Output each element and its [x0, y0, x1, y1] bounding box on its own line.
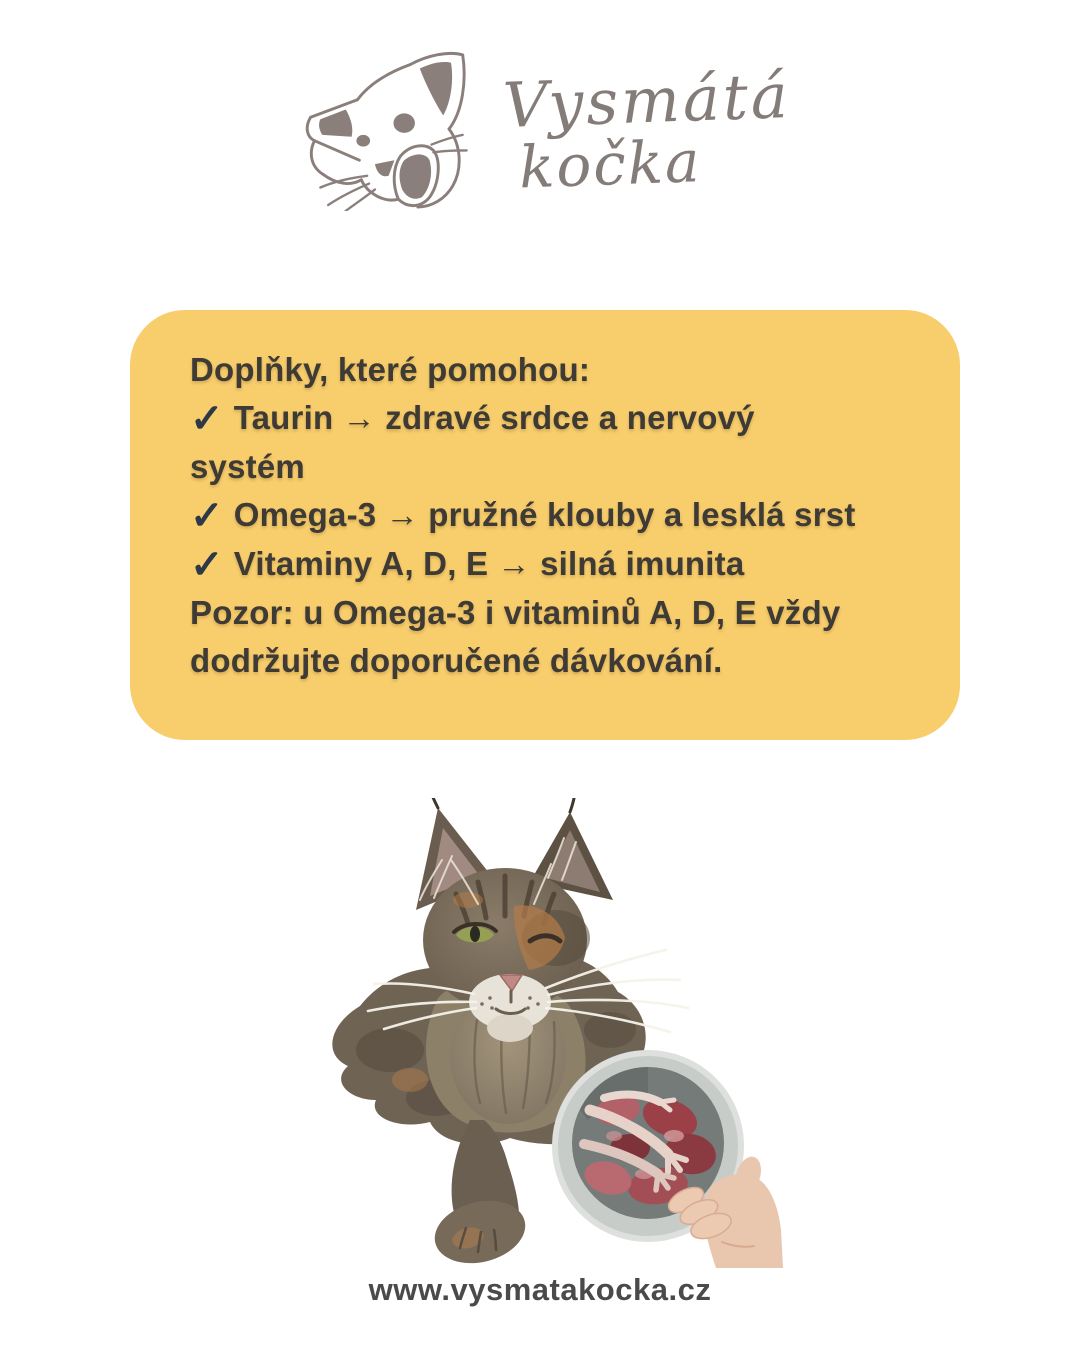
cat-photo	[318, 798, 783, 1268]
laughing-cat-icon	[295, 51, 490, 211]
brand-name-line2: kočka	[518, 126, 703, 201]
card-line-vitamins: ✓ Vitaminy A, D, E → silná imunita	[190, 543, 745, 587]
check-icon: ✓	[190, 494, 224, 538]
card-line-warning-2: dodržujte doporučené dávkování.	[190, 642, 723, 679]
card-line-taurin-wrap: systém	[190, 448, 305, 485]
brand-logo	[295, 48, 792, 213]
card-heading: Doplňky, které pomohou:	[190, 351, 591, 388]
brand-name-line1: Vysmátá	[501, 58, 792, 142]
website-url: www.vysmatakocka.cz	[368, 1272, 712, 1307]
check-icon: ✓	[190, 397, 224, 441]
check-icon: ✓	[190, 543, 224, 587]
supplements-info-card	[130, 310, 960, 740]
card-line-warning-1: Pozor: u Omega-3 i vitaminů A, D, E vždy	[190, 594, 841, 631]
brand-wordmark	[501, 58, 794, 201]
card-line-omega3: ✓ Omega-3 → pružné klouby a lesklá srst	[190, 494, 856, 538]
card-line-taurin: ✓ Taurin → zdravé srdce a nervový	[190, 397, 755, 441]
